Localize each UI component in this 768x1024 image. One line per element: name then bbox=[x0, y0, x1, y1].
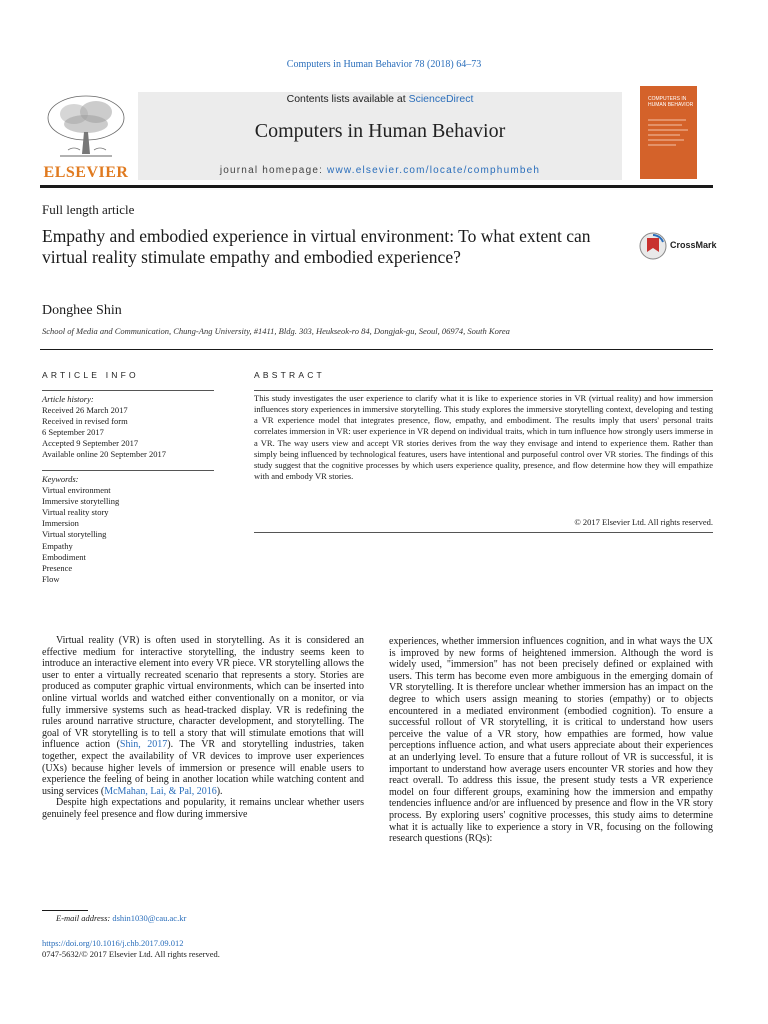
history-item: Received 26 March 2017 bbox=[42, 405, 128, 415]
keyword-item: Immersion bbox=[42, 518, 79, 529]
crossmark-icon[interactable] bbox=[638, 232, 668, 260]
keywords-label: Keywords: bbox=[42, 474, 79, 484]
article-title: Empathy and embodied experience in virtual environment: To what extent can virtual reality stimulate empathy and embodied experience? bbox=[42, 226, 591, 267]
keyword-item: Virtual reality story bbox=[42, 507, 109, 518]
body-paragraph bbox=[42, 635, 364, 797]
article-history bbox=[42, 394, 214, 460]
abstract-heading: ABSTRACT bbox=[254, 370, 325, 380]
email-label: E-mail address: bbox=[56, 913, 111, 923]
abstract-bottom-divider bbox=[254, 532, 713, 533]
contents-line bbox=[138, 93, 622, 105]
journal-title: Computers in Human Behavior bbox=[254, 120, 506, 142]
homepage-prefix: journal homepage: bbox=[219, 165, 328, 176]
abstract-copyright: © 2017 Elsevier Ltd. All rights reserved. bbox=[574, 517, 713, 527]
doi-link[interactable]: https://doi.org/10.1016/j.chb.2017.09.012 bbox=[42, 938, 184, 948]
history-item: Accepted 9 September 2017 bbox=[42, 438, 139, 448]
contents-prefix: Contents lists available at bbox=[286, 93, 409, 105]
cover-decoration-icon bbox=[646, 116, 692, 166]
elsevier-wordmark: ELSEVIER bbox=[43, 164, 129, 181]
body-paragraph: Despite high expectations and popularity, it remains unclear whether users genuinely feel presence and flow during immersive bbox=[42, 797, 364, 820]
history-item: 6 September 2017 bbox=[42, 427, 104, 437]
keyword-item: Virtual storytelling bbox=[42, 529, 107, 540]
abstract-divider bbox=[254, 390, 713, 391]
keyword-item: Empathy bbox=[42, 540, 73, 551]
cover-title: COMPUTERS IN HUMAN BEHAVIOR bbox=[648, 96, 694, 108]
author-name: Donghee Shin bbox=[42, 303, 122, 318]
keyword-item: Embodiment bbox=[42, 551, 86, 562]
sciencedirect-link[interactable]: ScienceDirect bbox=[408, 93, 474, 105]
keyword-item: Presence bbox=[42, 562, 73, 573]
body-text: ). The VR and storytelling industries, taken together, expect the availability of VR devices to improve user experiences (UXs) because higher levels of immersion or presence will enable users to experience the feeling of being in another location while watching content and using services ( bbox=[42, 739, 364, 797]
body-column-left bbox=[42, 635, 364, 821]
article-info-heading: ARTICLE INFO bbox=[42, 370, 139, 380]
body-text: Virtual reality (VR) is often used in storytelling. As it is considered an effective medium for interactive storytelling, the industry seems keen to introduce an interactive element into every VR piece. VR storytelling allows the user to enter a virtually recreated scenario that represents a story. Stories are produced as computer graphic virtual environments, which can be inserted into online virtual worlds and watched either conventionally on a monitor, or via fully immersive systems such as head-tracked display. VR is redefining the rules around narrative structure, character development, and storytelling. The goal of VR storytelling is to tell a story that will stimulate emotions that will influence action ( bbox=[42, 635, 364, 751]
tree-icon bbox=[40, 92, 132, 164]
author-affiliation: School of Media and Communication, Chung-Ang University, #1411, Bldg. 303, Heukseok-ro 84, Dongjak-gu, Seoul, 06974, South Korea bbox=[42, 326, 510, 336]
history-label: Article history: bbox=[42, 394, 94, 404]
homepage-url-link[interactable]: www.elsevier.com/locate/comphumbeh bbox=[327, 165, 541, 176]
issn-copyright: 0747-5632/© 2017 Elsevier Ltd. All rights reserved. bbox=[42, 949, 220, 959]
citation-link[interactable]: McMahan, Lai, & Pal, 2016 bbox=[104, 785, 217, 797]
keyword-item: Virtual environment bbox=[42, 485, 111, 496]
keyword-item: Immersive storytelling bbox=[42, 496, 120, 507]
keywords-divider bbox=[42, 470, 214, 471]
abstract-text: This study investigates the user experience to clarify what it is like to experience stories in VR (virtual reality) and how immersion influences story experiences in immersive storytelling. This study explores the immersive storytelling context, developing and testing a VR experience model that integrates presence, flow, empathy, and embodiment. The results imply that users' personal traits correlates immersion in VR: user experience in VR depend on individual traits, which in turn influence how strongly users immerse in a VR. The way users view and accept VR stories derives from the way they envisage and intend to experience them. Rather than simply being influenced by technological features, users have intentional and purposeful control over VR stories. The findings of this study suggest that the cognitive processes by which users experience quality, presence, and flow determine how they will empathize with and embody VR stories. bbox=[254, 393, 713, 482]
history-item: Available online 20 September 2017 bbox=[42, 449, 167, 459]
body-text: ). bbox=[216, 785, 223, 797]
email-footnote bbox=[56, 913, 186, 923]
history-item: Received in revised form bbox=[42, 416, 128, 426]
email-link[interactable]: dshin1030@cau.ac.kr bbox=[112, 913, 187, 923]
body-paragraph: experiences, whether immersion influences cognition, and in what ways the UX is improved by new forms of heightened immersion. Although the word is widely used, "immersion" has not been precisely defined or explained with users. This term has become even more ambiguous in the emerging domain of VR storytelling. It is therefore unclear whether immersion has an impact on the degree to which users assign meaning to stories (empathy) or to objects encountered in a mediated environment (embodied cognition). To ensure a successful rollout of VR storytelling, it is critical to understand how users perceive the value of a VR story, how empathies are formed, how value perceptions influence action, and what users appreciate about their experiences at an underlying level. To ensure that a future rollout of VR is successful, it is important to understand how average users encounter VR stories and how they react overall. To address this issue, the present study tests a VR experience model on four different groups, examining how the immersion and empathy tendencies influence and/or are influenced by presence and flow in the VR story process. By exploring users' cognitive processes, this study aims to determine what it is actually like to experience a story in VR, focusing on the following research questions (RQs): bbox=[389, 636, 713, 845]
keywords-list bbox=[42, 474, 214, 585]
journal-reference-link[interactable]: Computers in Human Behavior 78 (2018) 64–73 bbox=[286, 59, 482, 70]
citation-link[interactable]: Shin, 2017 bbox=[119, 739, 168, 751]
title-divider bbox=[40, 349, 713, 350]
crossmark-label[interactable]: CrossMark bbox=[670, 240, 717, 250]
homepage-line bbox=[138, 165, 622, 176]
header-divider bbox=[40, 185, 713, 188]
body-column-right bbox=[389, 636, 713, 845]
keyword-item: Flow bbox=[42, 573, 60, 584]
article-info-divider bbox=[42, 390, 214, 391]
article-type: Full length article bbox=[42, 202, 135, 217]
footnote-divider bbox=[42, 910, 88, 911]
